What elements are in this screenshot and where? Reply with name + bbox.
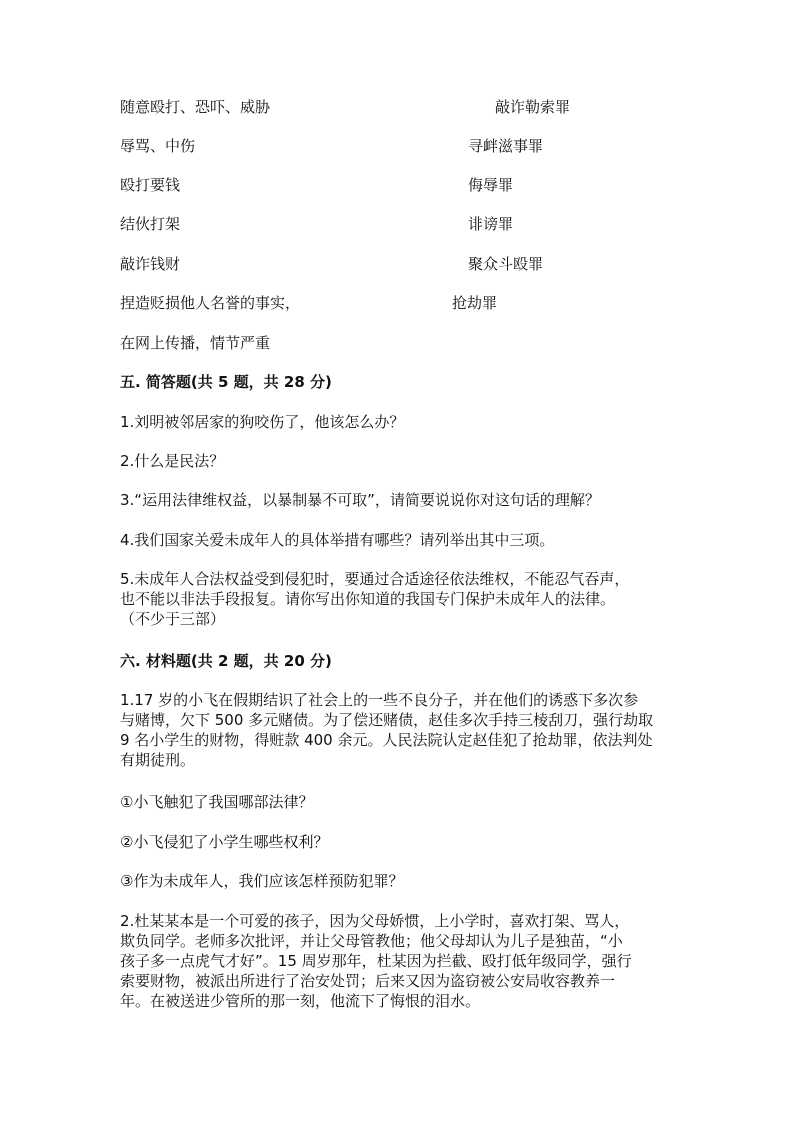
matching-right-item: 寻衅滋事罪 [468, 137, 544, 155]
matching-right-item: 聚众斗殴罪 [468, 255, 544, 273]
material-line: 孩子多一点虎气才好”。15 周岁那年，杜某因为拦截、殴打低年级同学，强行 [120, 952, 632, 970]
material-line: 索要财物，被派出所进行了治安处罚；后来又因为盗窃被公安局收容教养一 [120, 972, 616, 990]
material-line: 欺负同学。老师多次批评，并让父母管教他；他父母却认为儿子是独苗，“小 [120, 932, 623, 950]
question: 2.什么是民法？ [120, 452, 225, 470]
matching-left-item: 敲诈钱财 [120, 255, 181, 273]
matching-right-item: 侮辱罪 [468, 176, 514, 194]
material-1 [120, 690, 675, 770]
sub-question: ②小飞侵犯了小学生哪些权利？ [120, 833, 329, 851]
material-line: 与赌博，欠下 500 多元赌债。为了偿还赌债，赵佳多次手持三棱刮刀，强行劫取 [120, 711, 654, 729]
question-line: 5.未成年人合法权益受到侵犯时，要通过合适途径依法维权，不能忍气吞声， [120, 570, 630, 588]
matching-left-item: 捏造贬损他人名誉的事实， [120, 294, 301, 312]
matching-right-item: 敲诈勒索罪 [495, 98, 571, 116]
material-line: 年。在被送进少管所的那一刻，他流下了悔恨的泪水。 [120, 992, 481, 1010]
question-line: （不少于三部） [120, 610, 226, 628]
matching-right-item: 诽谤罪 [468, 215, 514, 233]
question: 1.刘明被邻居家的狗咬伤了，他该怎么办？ [120, 413, 405, 431]
question-line: 也不能以非法手段报复。请你写出你知道的我国专门保护未成年人的法律。 [120, 590, 616, 608]
matching-right-item: 抢劫罪 [452, 294, 498, 312]
question-5 [120, 569, 675, 629]
matching-left-item: 随意殴打、恐吓、威胁 [120, 98, 271, 116]
sub-question: ①小飞触犯了我国哪部法律？ [120, 793, 314, 811]
matching-left-item: 在网上传播，情节严重 [120, 334, 271, 352]
section-title: 五. 简答题(共 5 题，共 28 分) [120, 373, 332, 391]
material-line: 1.17 岁的小飞在假期结识了社会上的一些不良分子，并在他们的诱惑下多次参 [120, 691, 639, 709]
section-title: 六. 材料题(共 2 题，共 20 分) [120, 652, 332, 670]
material-line: 9 名小学生的财物，得赃款 400 余元。人民法院认定赵佳犯了抢劫罪，依法判处 [120, 731, 653, 749]
question: 3.“运用法律维权益，以暴制暴不可取”，请简要说说你对这句话的理解？ [120, 491, 600, 509]
sub-question: ③作为未成年人，我们应该怎样预防犯罪？ [120, 872, 404, 890]
material-2 [120, 911, 675, 1011]
material-line: 2.杜某某本是一个可爱的孩子，因为父母娇惯，上小学时，喜欢打架、骂人， [120, 912, 630, 930]
matching-left-item: 辱骂、中伤 [120, 137, 196, 155]
material-line: 有期徒刑。 [120, 751, 196, 769]
matching-left-item: 结伙打架 [120, 215, 181, 233]
matching-left-item: 殴打要钱 [120, 176, 181, 194]
question: 4.我们国家关爱未成年人的具体举措有哪些？请列举出其中三项。 [120, 531, 555, 549]
